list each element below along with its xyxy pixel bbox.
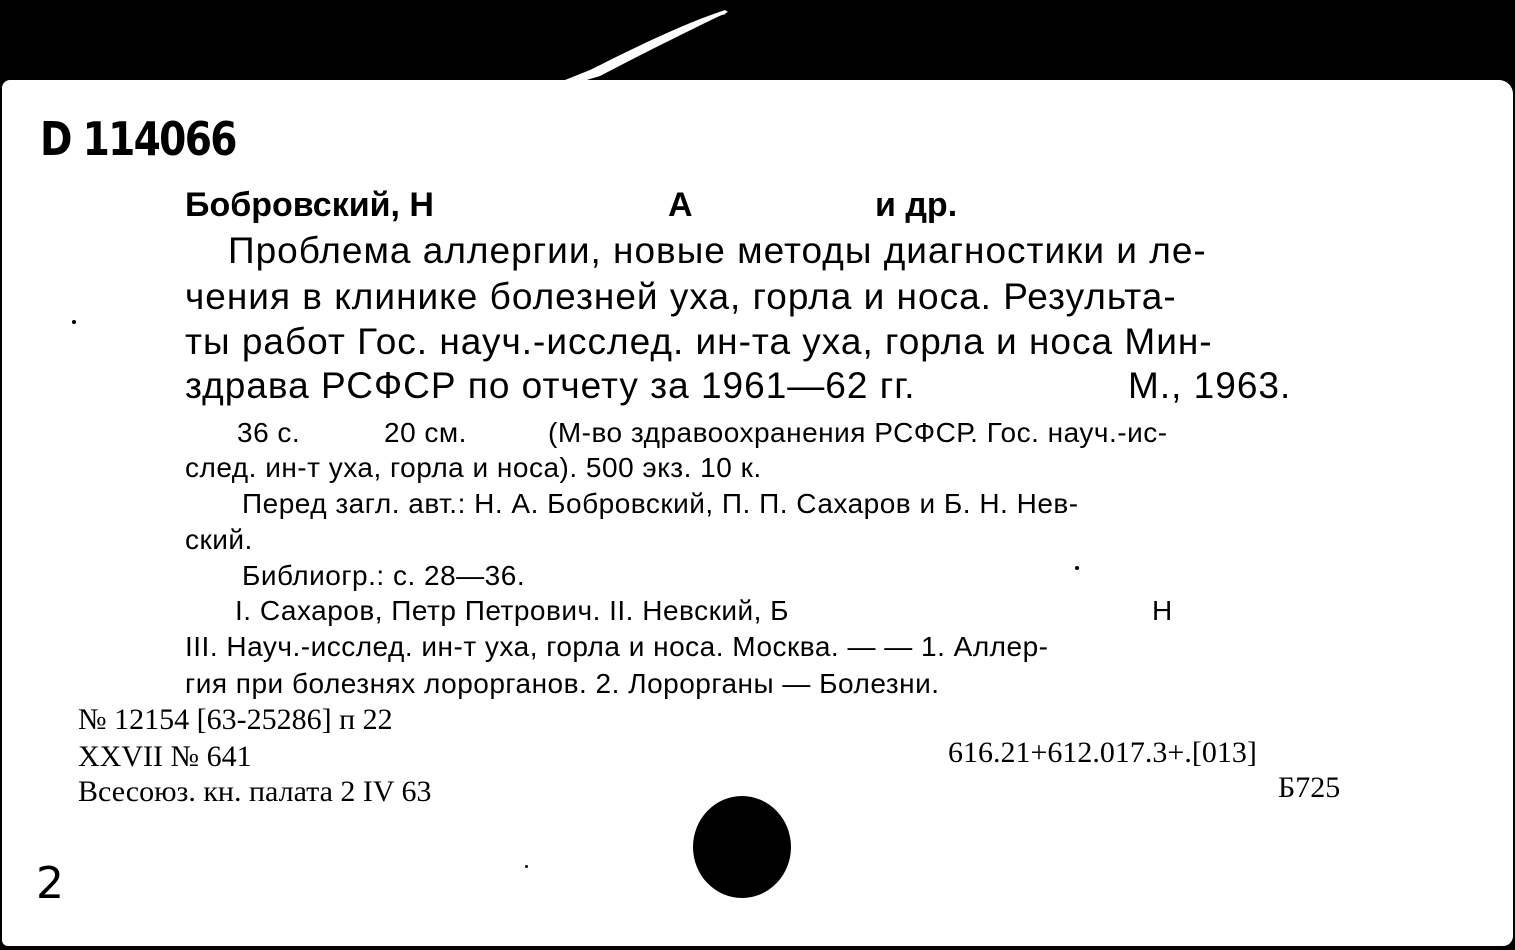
classification-index: 616.21+612.017.3+.[013] xyxy=(948,736,1257,769)
title-line-1: Проблема аллергии, новые методы диагностики и ле- xyxy=(228,230,1207,271)
book-chamber: Всесоюз. кн. палата 2 IV 63 xyxy=(78,775,432,808)
title-line-2: чения в клинике болезней уха, горла и носа. Результа- xyxy=(185,276,1177,317)
author-etal: и др. xyxy=(875,186,958,224)
tracing-initial: Н xyxy=(1152,595,1173,626)
title-line-4: здрава РСФСР по отчету за 1961—62 гг. xyxy=(185,365,916,406)
note-line-1: Перед загл. авт.: Н. А. Бобровский, П. П. Сахаров и Б. Н. Нев- xyxy=(242,488,1079,519)
record-number: № 12154 [63-25286] п 22 xyxy=(78,703,393,736)
punch-hole xyxy=(693,796,791,898)
bibliography-note: Библиогр.: с. 28—36. xyxy=(242,560,526,591)
tracing-line-1: I. Сахаров, Петр Петрович. II. Невский, Б xyxy=(235,595,790,626)
author-initial: А xyxy=(668,186,693,224)
corner-handwritten-mark: 2 xyxy=(36,858,64,909)
note-line-2: ский. xyxy=(185,524,253,555)
author-mark: Б725 xyxy=(1278,771,1341,804)
speck xyxy=(525,865,528,868)
author-surname: Бобровский, Н xyxy=(185,186,434,224)
speck xyxy=(72,320,76,324)
call-number-handwritten: D 114066 xyxy=(40,112,236,166)
imprint: М., 1963. xyxy=(1128,365,1292,406)
tracing-line-2: III. Науч.-исслед. ин-т уха, горла и носа. Москва. — — 1. Аллер- xyxy=(185,631,1049,662)
tracing-line-3: гия при болезнях лорорганов. 2. Лорорганы — Болезни. xyxy=(185,668,940,699)
collation-pages: 36 с. xyxy=(237,417,301,448)
volume-number: XXVII № 641 xyxy=(78,740,252,773)
collation-size: 20 см. xyxy=(384,417,467,448)
speck xyxy=(1075,566,1079,570)
card-tab-shadow xyxy=(560,0,760,82)
title-line-3: ты работ Гос. науч.-исслед. ин-та уха, горла и носа Мин- xyxy=(185,321,1213,362)
collation-line-2: след. ин-т уха, горла и носа). 500 экз. 10 к. xyxy=(185,452,762,483)
series-note: (М-во здравоохранения РСФСР. Гос. науч.-ис- xyxy=(548,417,1168,448)
